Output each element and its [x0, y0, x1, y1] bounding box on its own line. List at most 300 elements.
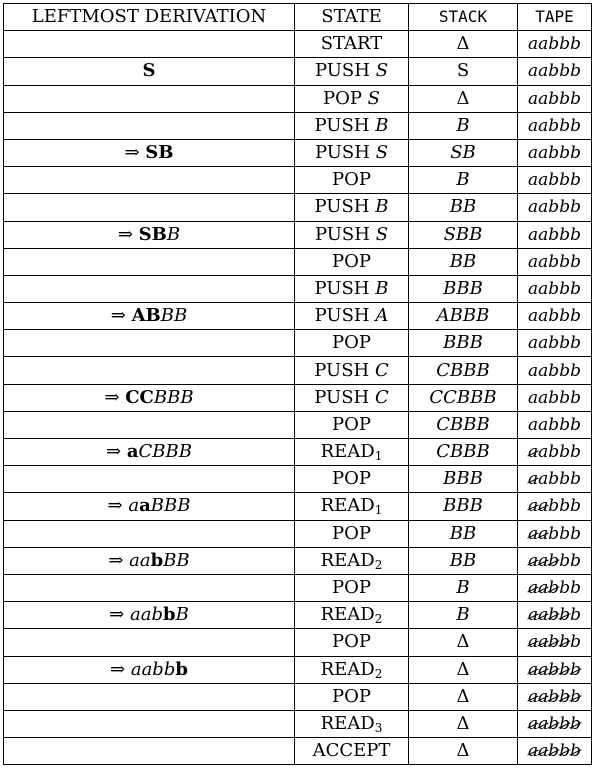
tape-cell [518, 547, 592, 574]
derivation-cell [4, 602, 295, 629]
tape-cell [518, 493, 592, 520]
stack-cell: Δ [409, 683, 518, 710]
tape-symbol: a [528, 659, 539, 680]
derivation-cell [4, 683, 295, 710]
stack-cell: B [409, 112, 518, 139]
state-label: READ [320, 549, 375, 571]
state-cell [295, 357, 409, 384]
stack-cell: CCBBB [409, 384, 518, 411]
derivation-cell [4, 275, 295, 302]
tape-symbol: a [538, 605, 549, 626]
state-label: POP [332, 468, 371, 490]
tape-cell [518, 384, 592, 411]
derivation-part: SB [145, 142, 174, 164]
tape-symbol: b [548, 550, 560, 571]
header-state: STATE [295, 4, 409, 31]
tape-symbol: b [548, 143, 560, 164]
derivation-cell [4, 439, 295, 466]
tape-symbol: b [570, 88, 581, 109]
tape-symbol: a [528, 605, 539, 626]
tape-symbol: b [570, 414, 581, 435]
tape-symbol: b [559, 659, 571, 680]
table-row [4, 656, 592, 683]
tape-symbol: b [570, 360, 581, 381]
table-row [4, 493, 592, 520]
derivation-cell [4, 221, 295, 248]
tape-symbol: b [548, 578, 560, 599]
tape-symbol: a [528, 442, 539, 463]
derivation-cell [4, 710, 295, 737]
header-derivation: LEFTMOST DERIVATION [4, 4, 295, 31]
table-row [4, 167, 592, 194]
state-cell [295, 466, 409, 493]
state-subscript: 2 [374, 612, 383, 627]
state-label: PUSH [314, 142, 376, 164]
tape-cell [518, 602, 592, 629]
derivation-part: ⇒ [110, 305, 132, 327]
tape-symbol: b [559, 278, 571, 299]
derivation-part: aa [129, 549, 151, 571]
table-row [4, 58, 592, 85]
tape-symbol: a [538, 713, 549, 734]
derivation-cell [4, 656, 295, 683]
state-cell [295, 493, 409, 520]
state-label: POP [322, 87, 368, 109]
state-cell [295, 303, 409, 330]
tape-symbol: a [528, 387, 539, 408]
tape-symbol: a [538, 197, 549, 218]
tape-symbol: a [538, 115, 549, 136]
tape-symbol: b [570, 278, 581, 299]
tape-symbol: b [570, 659, 581, 680]
table-row [4, 520, 592, 547]
derivation-cell [4, 112, 295, 139]
state-subscript: 2 [374, 557, 383, 572]
table-row [4, 574, 592, 601]
tape-symbol: a [538, 251, 549, 272]
tape-symbol: b [548, 741, 560, 762]
state-label: PUSH [314, 305, 376, 327]
table-row [4, 85, 592, 112]
tape-cell [518, 248, 592, 275]
tape-cell [518, 629, 592, 656]
derivation-part: BBB [153, 386, 194, 408]
tape-symbol: b [548, 115, 560, 136]
state-variable: A [375, 305, 389, 327]
tape-symbol: a [528, 713, 539, 734]
tape-symbol: b [559, 741, 571, 762]
stack-cell: BB [409, 520, 518, 547]
stack-cell: S [409, 58, 518, 85]
tape-symbol: b [570, 251, 581, 272]
tape-symbol: b [559, 414, 571, 435]
stack-cell: Δ [409, 85, 518, 112]
derivation-part: a [139, 495, 151, 517]
tape-symbol: b [559, 605, 571, 626]
tape-symbol: b [570, 523, 581, 544]
state-label: PUSH [314, 223, 376, 245]
tape-symbol: a [528, 333, 539, 354]
tape-symbol: a [528, 224, 539, 245]
state-subscript: 2 [374, 666, 383, 681]
state-cell [295, 139, 409, 166]
stack-cell: ABBB [409, 303, 518, 330]
tape-symbol: a [528, 278, 539, 299]
derivation-cell [4, 466, 295, 493]
tape-symbol: b [559, 306, 571, 327]
tape-symbol: b [559, 496, 571, 517]
state-cell [295, 710, 409, 737]
stack-cell: SBB [409, 221, 518, 248]
tape-symbol: b [548, 686, 560, 707]
tape-cell [518, 221, 592, 248]
state-cell [295, 547, 409, 574]
tape-symbol: a [538, 170, 549, 191]
tape-symbol: b [559, 469, 571, 490]
state-label: PUSH [314, 359, 375, 381]
tape-symbol: b [559, 61, 571, 82]
tape-cell [518, 85, 592, 112]
tape-symbol: a [528, 741, 539, 762]
tape-cell [518, 656, 592, 683]
state-label: PUSH [314, 196, 376, 218]
tape-symbol: b [559, 360, 571, 381]
tape-symbol: b [548, 605, 560, 626]
tape-cell [518, 275, 592, 302]
derivation-cell [4, 85, 295, 112]
state-cell [295, 112, 409, 139]
table-row [4, 710, 592, 737]
stack-cell: Δ [409, 656, 518, 683]
tape-cell [518, 194, 592, 221]
tape-symbol: a [538, 469, 549, 490]
tape-cell [518, 520, 592, 547]
tape-symbol: b [548, 197, 560, 218]
tape-symbol: b [559, 115, 571, 136]
derivation-cell [4, 574, 295, 601]
tape-symbol: b [570, 143, 581, 164]
table-row [4, 221, 592, 248]
tape-cell [518, 738, 592, 765]
stack-cell: BB [409, 248, 518, 275]
tape-symbol: b [548, 224, 560, 245]
tape-symbol: b [559, 523, 571, 544]
state-label: PUSH [314, 277, 376, 299]
table-row [4, 629, 592, 656]
tape-symbol: b [570, 550, 581, 571]
tape-symbol: b [548, 469, 560, 490]
table-row [4, 330, 592, 357]
state-variable: S [375, 223, 389, 245]
state-label: POP [332, 631, 371, 653]
tape-symbol: a [528, 469, 539, 490]
tape-symbol: a [538, 523, 549, 544]
stack-cell: BBB [409, 330, 518, 357]
tape-symbol: b [570, 170, 581, 191]
stack-cell: Δ [409, 738, 518, 765]
state-variable: S [375, 60, 389, 82]
tape-symbol: b [559, 333, 571, 354]
stack-cell: BBB [409, 493, 518, 520]
derivation-part: a [126, 441, 139, 463]
derivation-cell [4, 357, 295, 384]
tape-symbol: a [528, 197, 539, 218]
tape-symbol: a [528, 632, 539, 653]
derivation-part: ⇒ [109, 604, 130, 626]
tape-symbol: b [548, 414, 560, 435]
state-cell [295, 221, 409, 248]
stack-cell: BBB [409, 466, 518, 493]
state-cell [295, 275, 409, 302]
tape-symbol: a [528, 251, 539, 272]
stack-cell: Δ [409, 629, 518, 656]
tape-cell [518, 112, 592, 139]
state-label: POP [332, 685, 371, 707]
tape-symbol: b [548, 360, 560, 381]
stack-cell: BBB [409, 275, 518, 302]
derivation-cell [4, 139, 295, 166]
state-label: READ [320, 604, 375, 626]
tape-cell [518, 303, 592, 330]
state-variable: C [374, 386, 389, 408]
tape-symbol: a [538, 34, 549, 55]
state-variable: C [374, 359, 389, 381]
state-cell [295, 439, 409, 466]
stack-cell: B [409, 574, 518, 601]
state-cell [295, 629, 409, 656]
derivation-cell [4, 194, 295, 221]
tape-symbol: a [538, 143, 549, 164]
tape-symbol: b [559, 197, 571, 218]
tape-cell [518, 411, 592, 438]
tape-symbol: a [538, 442, 549, 463]
table-row [4, 303, 592, 330]
stack-cell: B [409, 167, 518, 194]
tape-symbol: a [528, 686, 539, 707]
tape-symbol: b [570, 34, 581, 55]
derivation-part: ⇒ [110, 658, 131, 680]
tape-symbol: a [538, 88, 549, 109]
derivation-cell [4, 167, 295, 194]
derivation-part: CBBB [138, 441, 192, 463]
derivation-part: ⇒ [104, 386, 126, 408]
tape-symbol: a [528, 170, 539, 191]
tape-symbol: a [528, 34, 539, 55]
tape-symbol: b [570, 306, 581, 327]
tape-symbol: b [548, 333, 560, 354]
state-variable: B [375, 277, 389, 299]
derivation-part: b [150, 549, 164, 571]
derivation-part: aabb [130, 658, 176, 680]
tape-symbol: a [528, 306, 539, 327]
tape-symbol: a [538, 659, 549, 680]
state-label: PUSH [314, 386, 375, 408]
state-label: PUSH [314, 60, 376, 82]
derivation-cell [4, 31, 295, 58]
state-label: READ [320, 495, 375, 517]
tape-symbol: b [548, 442, 560, 463]
tape-symbol: a [538, 333, 549, 354]
state-cell [295, 602, 409, 629]
tape-symbol: b [559, 88, 571, 109]
table-row [4, 547, 592, 574]
tape-symbol: a [528, 496, 539, 517]
tape-symbol: a [538, 360, 549, 381]
derivation-part: BB [163, 549, 190, 571]
tape-symbol: b [548, 170, 560, 191]
tape-symbol: a [528, 550, 539, 571]
tape-symbol: a [538, 387, 549, 408]
derivation-part: B [175, 604, 189, 626]
derivation-part: b [175, 658, 188, 680]
derivation-part: AB [131, 305, 161, 327]
tape-symbol: a [528, 360, 539, 381]
tape-symbol: b [559, 550, 571, 571]
header-row [4, 4, 592, 31]
tape-cell [518, 167, 592, 194]
table-row [4, 31, 592, 58]
derivation-part: b [162, 604, 176, 626]
tape-symbol: b [548, 387, 560, 408]
tape-symbol: b [559, 578, 571, 599]
state-label: READ [320, 441, 375, 463]
derivation-part: CC [125, 386, 154, 408]
derivation-part: ⇒ [124, 142, 146, 164]
table-row [4, 275, 592, 302]
stack-cell: Δ [409, 710, 518, 737]
tape-symbol: a [538, 61, 549, 82]
state-label: START [320, 33, 383, 55]
table-body [4, 31, 592, 765]
tape-cell [518, 710, 592, 737]
derivation-cell [4, 384, 295, 411]
tape-symbol: a [538, 224, 549, 245]
state-label: POP [332, 169, 371, 191]
tape-symbol: b [548, 61, 560, 82]
derivation-cell [4, 547, 295, 574]
tape-symbol: b [548, 523, 560, 544]
state-label: POP [332, 577, 371, 599]
tape-symbol: a [538, 632, 549, 653]
tape-symbol: b [570, 387, 581, 408]
state-label: POP [332, 250, 371, 272]
tape-symbol: b [559, 251, 571, 272]
derivation-cell [4, 58, 295, 85]
state-cell [295, 58, 409, 85]
tape-symbol: a [538, 741, 549, 762]
state-cell [295, 683, 409, 710]
tape-symbol: a [528, 88, 539, 109]
stack-cell: Δ [409, 31, 518, 58]
stack-cell: SB [409, 139, 518, 166]
table-row [4, 466, 592, 493]
state-cell [295, 738, 409, 765]
state-cell [295, 31, 409, 58]
header-stack: STACK [409, 4, 518, 31]
tape-symbol: b [548, 34, 560, 55]
derivation-part: ⇒ [117, 223, 139, 245]
state-label: POP [332, 522, 371, 544]
state-subscript: 1 [374, 449, 383, 464]
derivation-cell [4, 303, 295, 330]
tape-cell [518, 330, 592, 357]
tape-symbol: b [559, 170, 571, 191]
derivation-part: SB [138, 223, 167, 245]
stack-cell: CBBB [409, 357, 518, 384]
state-cell [295, 384, 409, 411]
tape-cell [518, 574, 592, 601]
table-row [4, 357, 592, 384]
table-row [4, 411, 592, 438]
state-cell [295, 248, 409, 275]
derivation-part: ⇒ [108, 549, 130, 571]
tape-symbol: b [570, 61, 581, 82]
tape-symbol: a [528, 414, 539, 435]
state-label: READ [320, 658, 375, 680]
derivation-part: B [166, 223, 181, 245]
derivation-part: a [128, 495, 140, 517]
state-variable: S [375, 142, 389, 164]
tape-symbol: b [548, 659, 560, 680]
state-label: ACCEPT [312, 740, 391, 762]
derivation-cell [4, 738, 295, 765]
table-row [4, 139, 592, 166]
state-subscript: 3 [374, 720, 383, 735]
tape-symbol: a [538, 278, 549, 299]
state-variable: S [367, 87, 381, 109]
table-row [4, 112, 592, 139]
derivation-part: S [142, 60, 156, 82]
tape-cell [518, 58, 592, 85]
tape-symbol: b [559, 442, 571, 463]
state-cell [295, 167, 409, 194]
tape-symbol: b [570, 224, 581, 245]
tape-symbol: b [559, 713, 571, 734]
tape-symbol: a [528, 143, 539, 164]
stack-cell: BB [409, 547, 518, 574]
state-cell [295, 520, 409, 547]
derivation-cell [4, 520, 295, 547]
derivation-cell [4, 248, 295, 275]
stack-cell: CBBB [409, 439, 518, 466]
table-row [4, 738, 592, 765]
tape-symbol: b [548, 306, 560, 327]
tape-symbol: b [548, 278, 560, 299]
state-label: POP [332, 413, 371, 435]
tape-cell [518, 31, 592, 58]
state-variable: B [375, 114, 389, 136]
header-tape: TAPE [518, 4, 592, 31]
derivation-table [3, 3, 592, 765]
tape-symbol: a [528, 115, 539, 136]
tape-symbol: b [570, 197, 581, 218]
state-cell [295, 194, 409, 221]
tape-symbol: b [559, 387, 571, 408]
tape-symbol: b [570, 741, 581, 762]
state-cell [295, 411, 409, 438]
state-cell [295, 656, 409, 683]
table-row [4, 602, 592, 629]
derivation-part: aab [129, 604, 163, 626]
tape-symbol: a [538, 306, 549, 327]
tape-symbol: a [538, 414, 549, 435]
tape-symbol: b [570, 632, 581, 653]
tape-cell [518, 439, 592, 466]
state-label: READ [320, 712, 375, 734]
tape-symbol: a [538, 550, 549, 571]
tape-symbol: b [570, 713, 581, 734]
tape-symbol: a [538, 686, 549, 707]
